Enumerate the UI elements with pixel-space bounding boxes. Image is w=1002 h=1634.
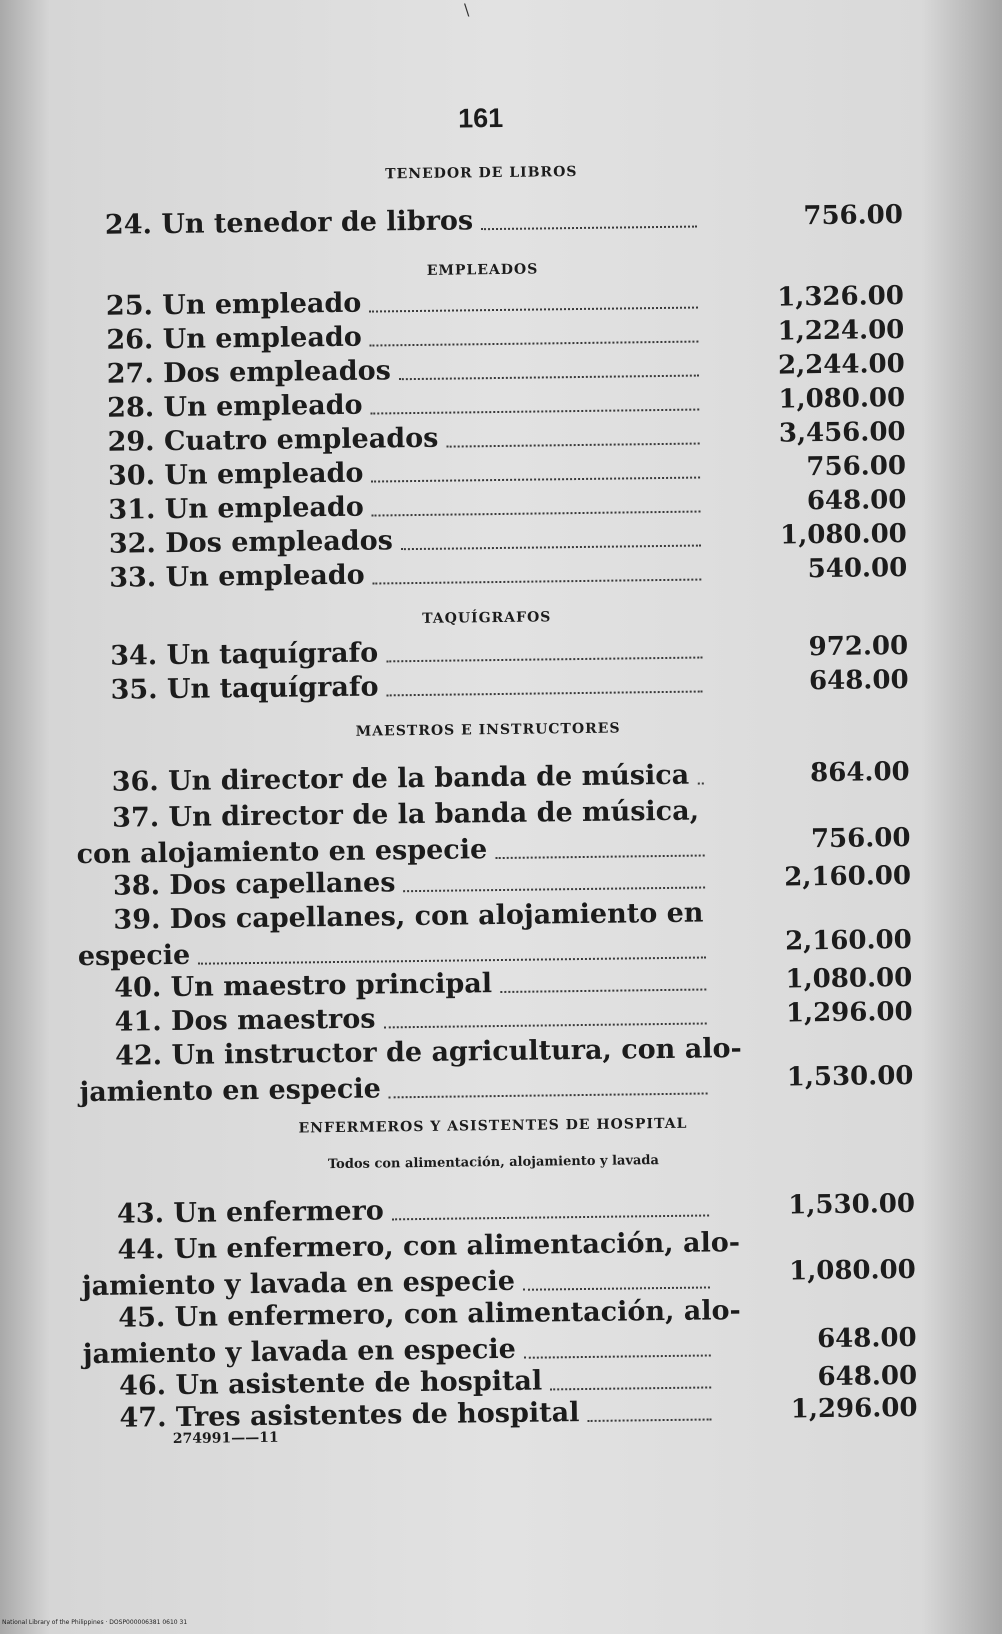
entry-text: 35.	[110, 674, 158, 706]
entry-description	[106, 284, 698, 322]
section-heading: MAESTROS E INSTRUCTORES	[355, 720, 621, 740]
entry-text: Un tenedor de libros	[161, 205, 474, 241]
entry-text: Un empleado	[162, 321, 362, 356]
amount: 1,224.00	[777, 315, 905, 347]
entry-text: 42.	[114, 1040, 163, 1072]
entry-description	[112, 760, 704, 798]
entry-text: 37.	[112, 802, 160, 834]
dot-leader	[550, 1384, 711, 1390]
entry-description	[109, 525, 393, 559]
section-heading: EMPLEADOS	[426, 261, 539, 279]
amount: 1,080.00	[788, 1254, 916, 1287]
dot-leader	[523, 1284, 710, 1290]
entry-text	[112, 795, 712, 833]
amount: 972.00	[808, 631, 909, 663]
amount: 2,160.00	[784, 924, 912, 957]
entry-text: 29.	[107, 426, 155, 458]
entry-description	[107, 420, 699, 458]
dot-leader	[370, 339, 699, 347]
entry-text: jamiento y lavada en especie	[81, 1265, 516, 1303]
amount: 3,456.00	[778, 417, 906, 449]
entry-description	[117, 1195, 384, 1229]
entry-text: con alojamiento en especie	[76, 834, 488, 871]
entry-text: Un enfermero, con alimentación, alo-	[173, 1227, 741, 1266]
footer-code: 274991——11	[172, 1429, 279, 1448]
entry-text: 28.	[106, 392, 155, 424]
entry-text: 34.	[110, 640, 158, 672]
entry-text: 46.	[118, 1370, 167, 1402]
entry-description	[105, 205, 474, 240]
entry-text: 47.	[119, 1402, 167, 1434]
entry-description	[108, 454, 700, 492]
dot-leader	[446, 441, 699, 448]
entry-description	[109, 556, 701, 594]
entry-description	[117, 1191, 709, 1229]
entry-text: Un taquígrafo	[166, 637, 379, 672]
list-item	[0, 199, 995, 245]
amount: 648.00	[816, 1322, 917, 1355]
amount: 648.00	[817, 1360, 918, 1393]
amount: 648.00	[808, 665, 909, 697]
entry-text: Un director de la banda de música,	[168, 795, 700, 834]
entry-text: Un director de la banda de música	[167, 759, 690, 798]
dot-leader	[481, 224, 697, 231]
entry-description	[109, 560, 365, 594]
amount: 648.00	[806, 485, 907, 517]
entry-text: 33.	[109, 562, 157, 594]
entry-text: Tres asistentes de hospital	[175, 1397, 580, 1434]
entry-description	[110, 637, 378, 671]
entry-text: 30.	[107, 460, 156, 492]
entry-text	[114, 1033, 742, 1072]
library-tag: National Library of the Philippines · DOSP000006381 0610 31	[2, 1619, 188, 1626]
entry-text: jamiento y lavada en especie	[82, 1333, 517, 1371]
scan-mark: \	[464, 0, 470, 19]
entry-description	[107, 352, 699, 390]
dot-leader	[500, 986, 706, 993]
entry-description	[108, 488, 700, 526]
entry-text	[118, 1295, 741, 1334]
page-number: 161	[457, 102, 504, 134]
entry-description	[107, 423, 438, 458]
entry-text: Un taquígrafo	[166, 671, 379, 706]
entry-text: Dos empleados	[165, 525, 394, 560]
entry-description	[110, 634, 702, 672]
amount: 2,160.00	[784, 860, 912, 893]
entry-description	[119, 1395, 711, 1433]
entry-description	[114, 999, 706, 1037]
entry-description	[110, 668, 702, 706]
entry-text: 43.	[116, 1198, 165, 1230]
entry-description	[106, 318, 698, 356]
amount: 756.00	[806, 451, 907, 483]
entry-text: 40.	[114, 972, 162, 1004]
dot-leader	[392, 1212, 709, 1220]
dot-leader	[386, 655, 702, 663]
entry-text: 26.	[106, 324, 154, 356]
section-heading: TAQUÍGRAFOS	[422, 609, 552, 627]
entry-description	[107, 355, 391, 389]
entry-description	[119, 1366, 542, 1402]
entry-description	[105, 203, 697, 241]
dot-leader	[372, 509, 701, 517]
entry-text: Un asistente de hospital	[175, 1365, 543, 1402]
dot-leader	[389, 1090, 708, 1098]
entry-text: 41.	[114, 1006, 162, 1038]
entry-text: 39.	[113, 904, 161, 936]
dot-leader	[371, 475, 700, 483]
dot-leader	[371, 407, 700, 415]
dot-leader	[399, 373, 699, 381]
entry-text: 32.	[108, 528, 157, 560]
amount: 1,530.00	[788, 1188, 916, 1221]
amount: 756.00	[803, 200, 904, 232]
entry-description	[119, 1397, 579, 1434]
amount: 2,244.00	[777, 349, 905, 381]
entry-text: Dos maestros	[170, 1003, 376, 1038]
entry-text: Un empleado	[162, 287, 362, 322]
entry-text: 24.	[104, 209, 153, 241]
entry-text	[117, 1227, 741, 1266]
entry-text: Un empleado	[164, 457, 364, 492]
dot-leader	[387, 689, 703, 697]
entry-text: 25.	[105, 290, 154, 322]
amount: 1,080.00	[779, 519, 907, 551]
dot-leader	[383, 1020, 706, 1028]
entry-description	[110, 671, 378, 705]
amount: 864.00	[809, 756, 910, 789]
dot-leader	[404, 885, 706, 893]
entry-description	[108, 492, 364, 526]
amount: 1,296.00	[785, 996, 913, 1029]
amount: 1,080.00	[778, 383, 906, 415]
amount: 1,326.00	[777, 281, 905, 313]
dot-leader	[198, 954, 706, 964]
dot-leader	[495, 853, 704, 860]
section-heading: TENEDOR DE LIBROS	[385, 164, 578, 183]
entry-text: 31.	[108, 494, 156, 526]
amount: 540.00	[807, 553, 908, 585]
entry-text: Un empleado	[165, 559, 365, 594]
dot-leader	[373, 577, 702, 585]
amount: 1,080.00	[785, 962, 913, 995]
entry-description	[109, 522, 701, 560]
entry-description	[107, 390, 363, 424]
entry-description	[107, 386, 699, 424]
entry-text: Un empleado	[164, 491, 365, 526]
entry-description	[114, 965, 706, 1003]
entry-description	[106, 322, 362, 356]
dot-leader	[369, 305, 698, 313]
entry-text: 38.	[112, 870, 161, 902]
dot-leader	[697, 781, 704, 785]
entry-description	[79, 1069, 707, 1108]
entry-text: Dos empleados	[162, 355, 392, 390]
entry-text: jamiento en especie	[79, 1073, 382, 1109]
entry-text: Un enfermero	[173, 1195, 384, 1230]
entry-description	[108, 458, 364, 492]
amount: 1,530.00	[786, 1060, 914, 1093]
entry-text: 44.	[117, 1234, 165, 1266]
entry-description	[114, 968, 492, 1004]
entry-description	[112, 760, 690, 798]
entry-description	[113, 867, 396, 901]
entry-description	[114, 1004, 375, 1038]
entry-text: Un empleado	[163, 389, 363, 424]
entry-text: Un instructor de agricultura, con alo-	[171, 1033, 742, 1072]
entry-description	[113, 864, 705, 902]
entry-text: Dos capellanes, con alojamiento en	[169, 897, 704, 936]
entry-text: 45.	[118, 1302, 166, 1334]
entry-description	[106, 288, 362, 322]
entry-text: Dos capellanes	[169, 867, 396, 902]
entry-text: 27.	[106, 358, 154, 390]
section-heading: ENFERMEROS Y ASISTENTES DE HOSPITAL	[298, 1115, 688, 1137]
entry-text	[113, 897, 713, 935]
amount: 756.00	[810, 822, 911, 855]
entry-text: 36.	[111, 766, 159, 798]
section-note: Todos con alimentación, alojamiento y lavada	[327, 1153, 659, 1173]
entry-text: Un maestro principal	[170, 968, 493, 1004]
entry-text: Cuatro empleados	[163, 422, 439, 458]
entry-text: especie	[77, 939, 191, 973]
dot-leader	[401, 543, 701, 551]
dot-leader	[587, 1416, 711, 1422]
entry-text: Un enfermero, con alimentación, alo-	[174, 1295, 741, 1334]
dot-leader	[524, 1352, 711, 1358]
amount: 1,296.00	[790, 1392, 918, 1425]
